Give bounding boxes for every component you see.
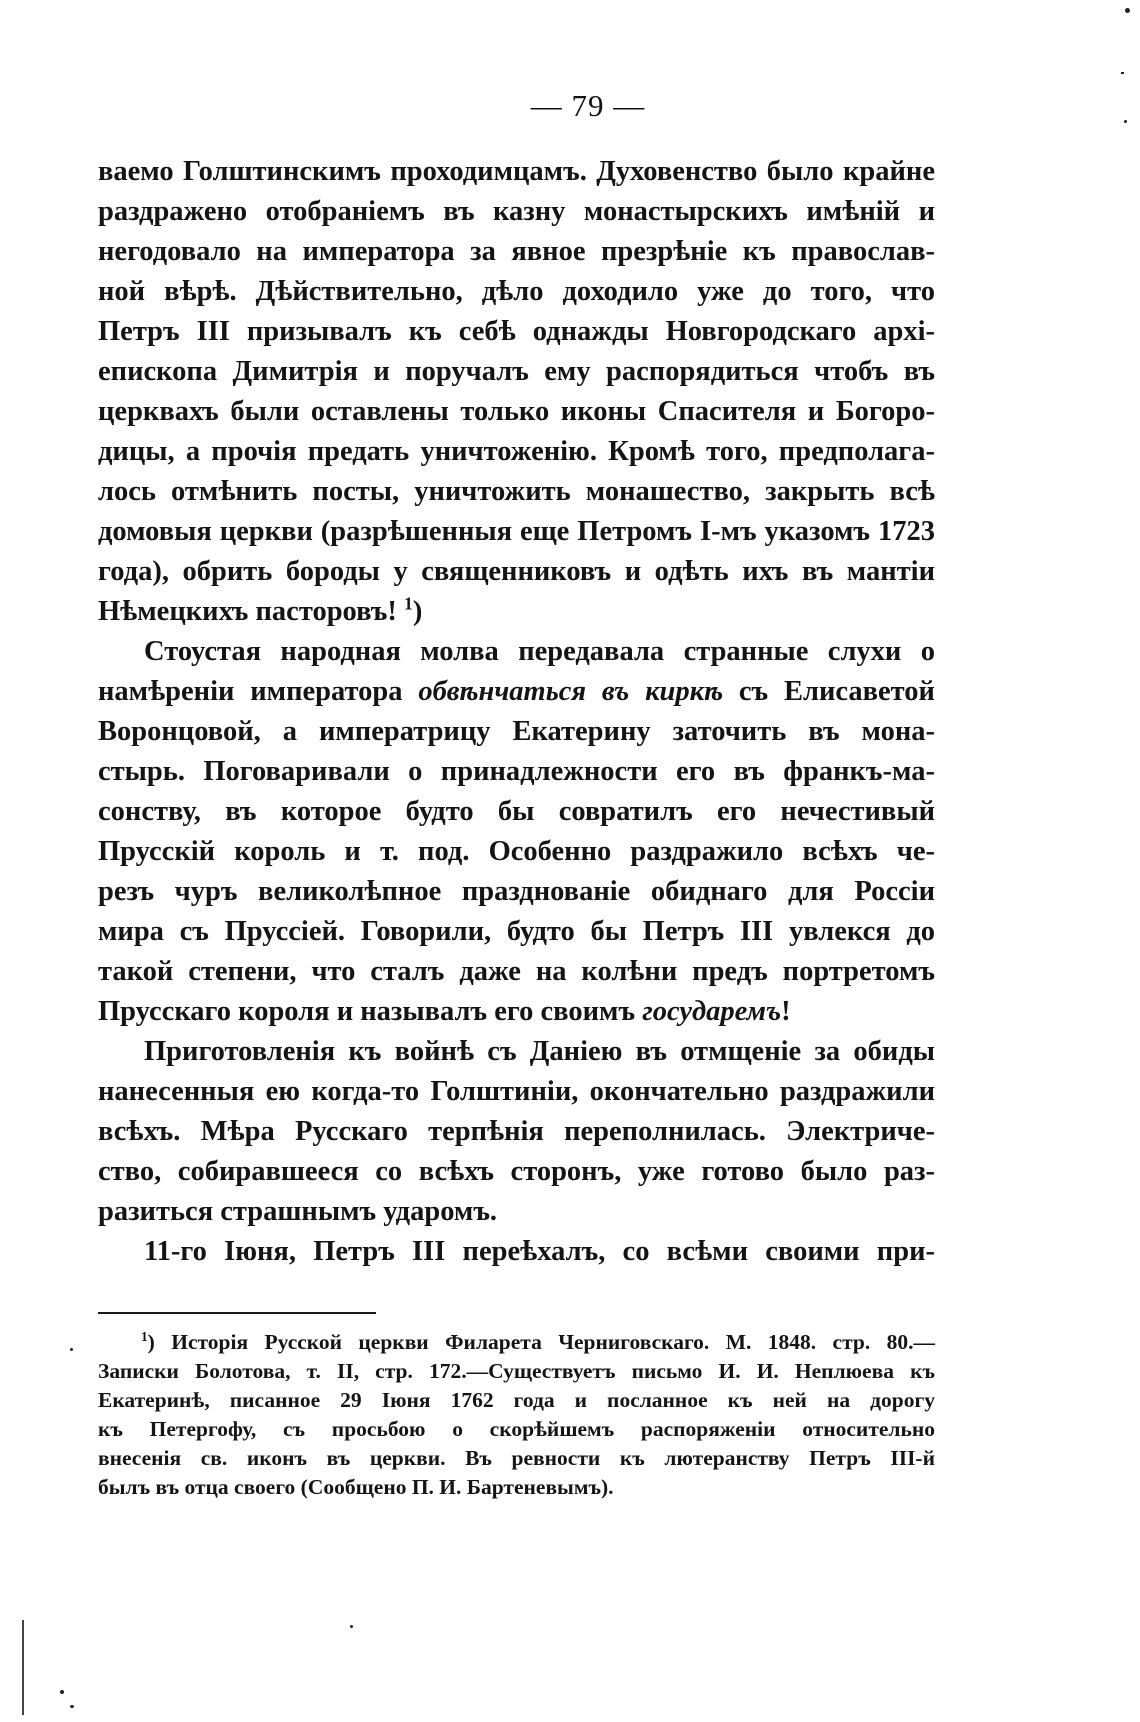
footnote-line: Екатеринѣ, писанное 29 Іюня 1762 года и посланное къ ней на дорогу xyxy=(98,1388,935,1412)
text-line: епископа Димитрія и поручалъ ему распорядиться чтобъ въ xyxy=(98,356,935,387)
footnote-divider xyxy=(98,1312,376,1314)
text-line: стырь. Поговаривали о принадлежности его въ франкъ-ма- xyxy=(98,756,935,787)
text-line: домовыя церкви (разрѣшенныя еще Петромъ I-мъ указомъ 1723 xyxy=(98,516,935,547)
text-line: 11-го Іюня, Петръ III переѣхалъ, со всѣми своими при- xyxy=(144,1236,935,1267)
line-text: намѣреніи императора xyxy=(98,676,419,707)
text-line: ной вѣрѣ. Дѣйствительно, дѣло доходило уже до того, что xyxy=(98,276,935,307)
scan-dot xyxy=(1125,8,1130,13)
scan-dot xyxy=(70,1705,74,1708)
scan-dot xyxy=(350,1625,353,1628)
page-number: — 79 — xyxy=(530,88,646,123)
footnote-line: Записки Болотова, т. II, стр. 172.—Существуетъ письмо И. И. Неплюева къ xyxy=(98,1359,935,1383)
line-text: ! xyxy=(781,996,791,1027)
italic-phrase: обвѣнчаться въ киркѣ xyxy=(418,676,724,707)
text-line: такой степени, что сталъ даже на колѣни предъ портретомъ xyxy=(98,956,935,987)
text-line: Прусскій король и т. под. Особенно раздражило всѣхъ че- xyxy=(98,836,935,867)
main-text xyxy=(98,152,935,1272)
line-text: Прусскаго короля и называлъ его своимъ xyxy=(98,996,643,1027)
footnote-line: внесенія св. иконъ въ церкви. Въ ревности къ лютеранству Петръ III-й xyxy=(98,1446,935,1470)
text-line: негодовало на императора за явное презрѣніе къ православ- xyxy=(98,236,935,267)
text-line xyxy=(98,992,935,1032)
footnotes xyxy=(98,1328,935,1502)
text-line: Приготовленія къ войнѣ съ Даніею въ отмщеніе за обиды xyxy=(144,1036,935,1067)
text-line: мира съ Пруссіей. Говорили, будто бы Петръ III увлекся до xyxy=(98,916,935,947)
text-line: Стоустая народная молва передавала странные слухи о xyxy=(144,636,935,667)
footnote-line: былъ въ отца своего (Сообщено П. И. Бартеневымъ). xyxy=(98,1475,614,1499)
text-line: ство, собиравшееся со всѣхъ сторонъ, уже готово было раз- xyxy=(98,1156,935,1187)
text-line: Петръ III призывалъ къ себѣ однажды Новгородскаго архі- xyxy=(98,316,935,347)
scan-dot xyxy=(1121,72,1124,74)
text-line: церквахъ были оставлены только иконы Спасителя и Богоро- xyxy=(98,396,935,427)
italic-phrase: государемъ xyxy=(642,996,782,1027)
footnote-line xyxy=(98,1328,935,1357)
line-text: ) xyxy=(412,596,423,627)
text-line: нанесенныя ею когда-то Голштиніи, окончательно раздражили xyxy=(98,1076,935,1107)
scan-edge-line xyxy=(22,1620,24,1715)
text-line: разиться страшнымъ ударомъ. xyxy=(98,1196,498,1227)
text-line: ваемо Голштинскимъ проходимцамъ. Духовенство было крайне xyxy=(98,156,935,187)
scan-dot xyxy=(60,1690,64,1694)
text-line xyxy=(98,672,935,712)
text-line: резъ чуръ великолѣпное празднованіе обиднаго для Россіи xyxy=(98,876,935,907)
text-line: года), обрить бороды у священниковъ и одѣть ихъ въ мантіи xyxy=(98,556,935,587)
text-line: лось отмѣнить посты, уничтожить монашество, закрыть всѣ xyxy=(98,476,935,507)
line-text: Нѣмецкихъ пасторовъ! xyxy=(98,596,397,627)
footnote-number: 1 xyxy=(141,1328,148,1344)
footnote-text: ) Исторія Русской церкви Филарета Черниговскаго. М. 1848. стр. 80.— xyxy=(147,1330,935,1354)
text-line: сонству, въ которое будто бы совратилъ его нечестивый xyxy=(98,796,935,827)
scan-dot xyxy=(70,1348,73,1351)
footnote-line: къ Петергофу, съ просьбою о скорѣйшемъ распоряженіи относительно xyxy=(98,1417,935,1441)
text-line: дицы, а прочія предать уничтоженію. Кромѣ того, предполага- xyxy=(98,436,935,467)
scan-dot xyxy=(1124,120,1127,123)
footnote-marker[interactable]: 1 xyxy=(404,593,413,614)
text-line: всѣхъ. Мѣра Русскаго терпѣнія переполнилась. Электриче- xyxy=(98,1116,935,1147)
text-line: Воронцовой, а императрицу Екатерину заточить въ мона- xyxy=(98,716,935,747)
line-text: съ Елисаветой xyxy=(723,676,935,707)
text-line: раздражено отобраніемъ въ казну монастырскихъ имѣній и xyxy=(98,196,935,227)
text-line xyxy=(98,592,935,632)
